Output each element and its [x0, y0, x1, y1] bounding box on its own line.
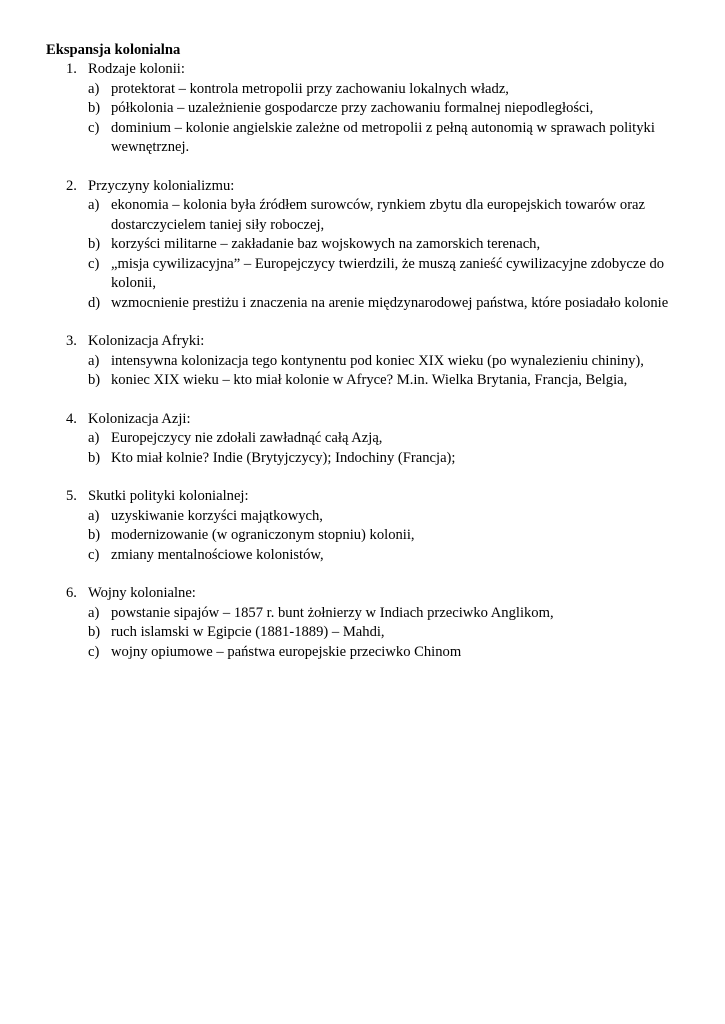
list-item-letter: c) [88, 119, 100, 136]
list-item-text: zmiany mentalnościowe kolonistów, [111, 546, 324, 563]
list-item-text: intensywna kolonizacja tego kontynentu pod koniec XIX wieku (po wynalezieniu chininy), [111, 352, 644, 369]
section-number: 1. [66, 61, 77, 77]
list-item [0, 294, 725, 314]
document-title: Ekspansja kolonialna [46, 42, 181, 58]
list-item-text: ekonomia – kolonia była źródłem surowców, rynkiem zbytu dla europejskich towarów oraz [111, 197, 646, 213]
section-heading-line [0, 487, 725, 507]
list-item-text: półkolonia – uzależnienie gospodarcze przy zachowaniu formalnej niepodległości, [111, 100, 594, 116]
list-item-continuation: wewnętrznej. [111, 139, 190, 155]
section-list [0, 60, 725, 681]
list-item [0, 216, 725, 236]
list-item [0, 371, 725, 391]
section-4 [0, 410, 725, 469]
list-item-text: Kto miał kolnie? Indie (Brytyjczycy); Indochiny (Francja); [111, 449, 456, 466]
section-heading-line [0, 177, 725, 197]
list-item-text: modernizowanie (w ograniczonym stopniu) kolonii, [111, 527, 415, 543]
list-item-letter: a) [88, 430, 100, 446]
section-3 [0, 332, 725, 391]
list-item-letter: b) [88, 100, 101, 116]
section-heading: Rodzaje kolonii: [88, 61, 185, 77]
section-1 [0, 60, 725, 158]
section-number: 2. [66, 177, 77, 194]
list-item [0, 119, 725, 139]
list-item [0, 352, 725, 372]
section-heading: Przyczyny kolonializmu: [88, 177, 235, 194]
list-item-text: wzmocnienie prestiżu i znaczenia na arenie międzynarodowej państwa, które posiadało kolonie [111, 294, 669, 311]
list-item-text: uzyskiwanie korzyści majątkowych, [111, 507, 323, 524]
section-2 [0, 177, 725, 314]
section-heading: Wojny kolonialne: [88, 585, 196, 601]
list-item-letter: a) [88, 80, 100, 97]
list-item-text: wojny opiumowe – państwa europejskie przeciwko Chinom [111, 643, 462, 660]
list-item [0, 643, 725, 663]
list-item [0, 429, 725, 449]
section-number: 4. [66, 410, 77, 427]
list-item-text: koniec XIX wieku – kto miał kolonie w Afryce? M.in. Wielka Brytania, Francja, Belgia, [111, 372, 628, 388]
section-heading-line [0, 60, 725, 80]
list-item-letter: a) [88, 507, 100, 524]
section-heading: Skutki polityki kolonialnej: [88, 488, 249, 504]
list-item-text: korzyści militarne – zakładanie baz wojskowych na zamorskich terenach, [111, 236, 541, 252]
list-item-letter: a) [88, 352, 100, 369]
list-item [0, 623, 725, 643]
list-item [0, 255, 725, 275]
list-item [0, 80, 725, 100]
list-item-letter: d) [88, 294, 101, 311]
list-item [0, 196, 725, 216]
section-6 [0, 584, 725, 662]
list-item-letter: b) [88, 449, 101, 466]
section-5 [0, 487, 725, 565]
list-item-text: Europejczycy nie zdołali zawładnąć całą Azją, [111, 430, 383, 446]
list-item-letter: c) [88, 546, 100, 563]
list-item [0, 546, 725, 566]
section-number: 5. [66, 488, 77, 504]
list-item-letter: b) [88, 372, 101, 388]
list-item-continuation: kolonii, [111, 275, 156, 291]
section-heading-line [0, 332, 725, 352]
list-item-letter: b) [88, 624, 101, 640]
list-item-text: „misja cywilizacyjna” – Europejczycy twierdzili, że muszą zanieść cywilizacyjne zdobycze do [111, 255, 665, 272]
list-item-text: ruch islamski w Egipcie (1881-1889) – Mahdi, [111, 624, 385, 640]
list-item-letter: c) [88, 643, 100, 660]
list-item-letter: b) [88, 236, 101, 252]
list-item-continuation: dostarczycielem taniej siły roboczej, [111, 216, 325, 233]
list-item [0, 99, 725, 119]
section-heading-line [0, 584, 725, 604]
section-heading: Kolonizacja Azji: [88, 410, 191, 427]
list-item [0, 274, 725, 294]
list-item-letter: b) [88, 527, 101, 543]
list-item-text: powstanie sipajów – 1857 r. bunt żołnierzy w Indiach przeciwko Anglikom, [111, 604, 554, 621]
list-item-text: dominium – kolonie angielskie zależne od metropolii z pełną autonomią w sprawach polityki [111, 119, 655, 136]
list-item-text: protektorat – kontrola metropolii przy zachowaniu lokalnych władz, [111, 80, 509, 97]
list-item [0, 449, 725, 469]
list-item [0, 138, 725, 158]
list-item-letter: c) [88, 255, 100, 272]
list-item [0, 604, 725, 624]
list-item-letter: a) [88, 604, 100, 621]
list-item-letter: a) [88, 197, 100, 213]
list-item [0, 507, 725, 527]
section-number: 6. [66, 585, 77, 601]
section-heading-line [0, 410, 725, 430]
section-heading: Kolonizacja Afryki: [88, 333, 205, 349]
list-item [0, 526, 725, 546]
section-number: 3. [66, 333, 77, 349]
list-item [0, 235, 725, 255]
